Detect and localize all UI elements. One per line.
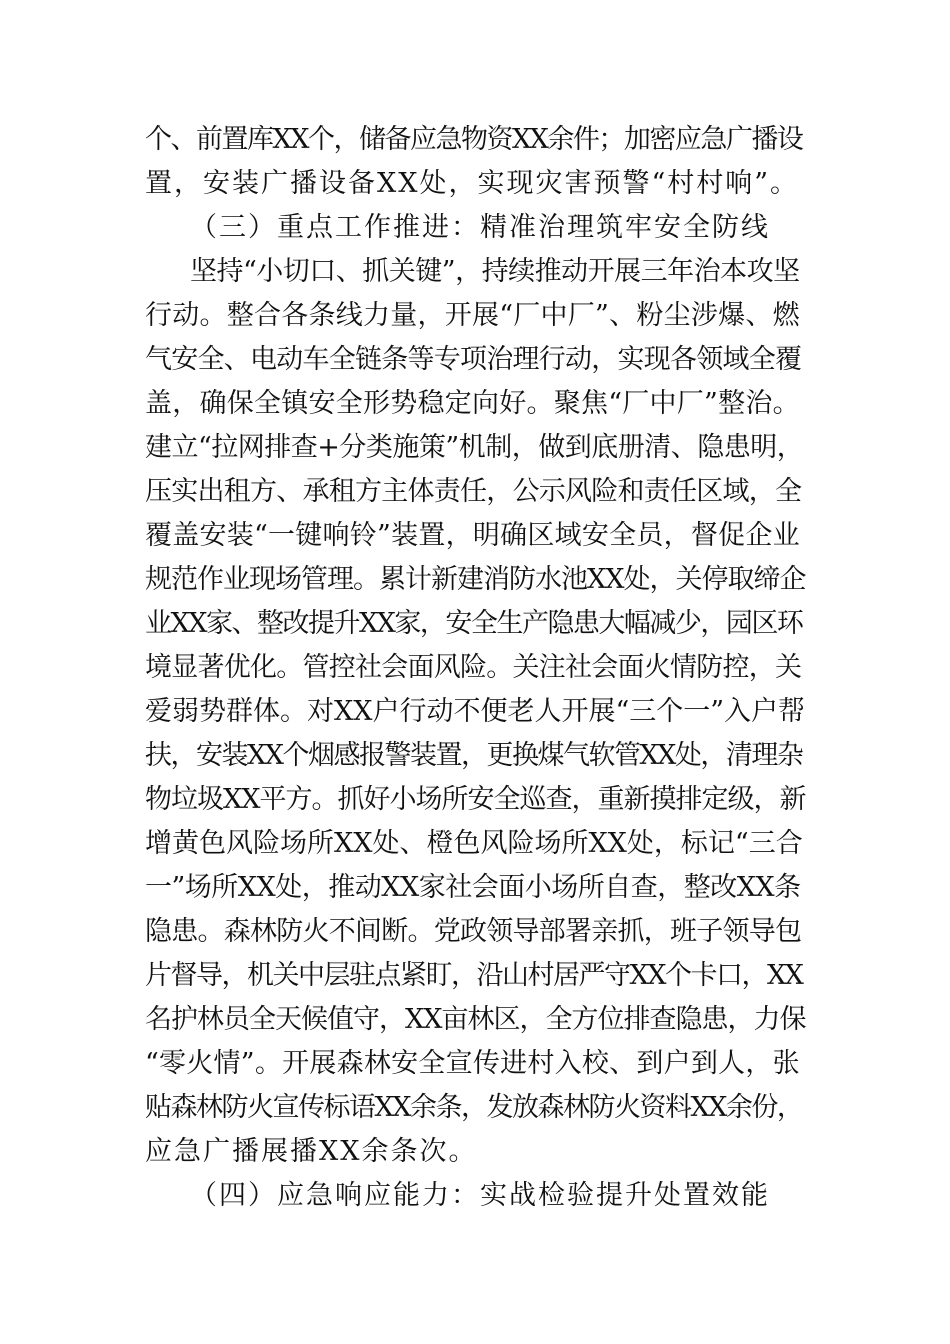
text-line: 个、前置库XX个，储备应急物资XX余件；加密应急广播设 [145, 124, 803, 155]
text-line: 一”场所XX处，推动XX家社会面小场所自查，整改XX条 [145, 872, 801, 903]
text-line: 压实出租方、承租方主体责任，公示风险和责任区域，全 [145, 476, 802, 507]
text-line: 盖，确保全镇安全形势稳定向好。聚焦“厂中厂”整治。 [145, 388, 800, 419]
text-line: 爱弱势群体。对XX户行动不便老人开展“三个一”入户帮 [145, 696, 806, 727]
text-line: 建立“拉网排查+分类施策”机制，做到底册清、隐患明， [145, 432, 804, 463]
text-line: 业XX家、整改提升XX家，安全生产隐患大幅减少，园区环 [145, 608, 803, 639]
text-line: 气安全、电动车全链条等专项治理行动，实现各领域全覆 [145, 344, 802, 375]
text-line: “零火情”。开展森林安全宣传进村入校、到户到人，张 [145, 1048, 800, 1079]
text-line: 片督导，机关中层驻点紧盯，沿山村居严守XX个卡口，XX [145, 960, 803, 991]
text-line: 隐患。森林防火不间断。党政领导部署亲抓，班子领导包 [145, 916, 802, 947]
text-line: 应急广播展播XX余条次。 [145, 1136, 478, 1167]
text-line: 行动。整合各条线力量，开展“厂中厂”、粉尘涉爆、燃 [145, 300, 800, 331]
text-line: 贴森林防火宣传标语XX余条，发放森林防火资料XX余份， [145, 1092, 803, 1123]
text-line: 物垃圾XX平方。抓好小场所安全巡查，重新摸排定级，新 [145, 784, 806, 815]
text-line: 增黄色风险场所XX处、橙色风险场所XX处，标记“三合 [145, 828, 803, 859]
text-line: 坚持“小切口、抓关键”，持续推动开展三年治本攻坚 [190, 256, 800, 287]
text-line: 规范作业现场管理。累计新建消防水池XX处，关停取缔企 [145, 564, 806, 595]
text-line: 置，安装广播设备XX处，实现灾害预警“村村响”。 [145, 168, 800, 199]
text-line: 覆盖安装“一键响铃”装置，明确区域安全员，督促企业 [145, 520, 800, 551]
text-line: 名护林员全天候值守，XX亩林区，全方位排查隐患，力保 [145, 1004, 806, 1035]
text-line: 扶，安装XX个烟感报警装置，更换煤气软管XX处，清理杂 [145, 740, 803, 771]
section-heading: （三）重点工作推进：精准治理筑牢安全防线 [190, 212, 770, 243]
text-line: 境显著优化。管控社会面风险。关注社会面火情防控，关 [145, 652, 802, 683]
section-heading: （四）应急响应能力：实战检验提升处置效能 [190, 1180, 770, 1211]
